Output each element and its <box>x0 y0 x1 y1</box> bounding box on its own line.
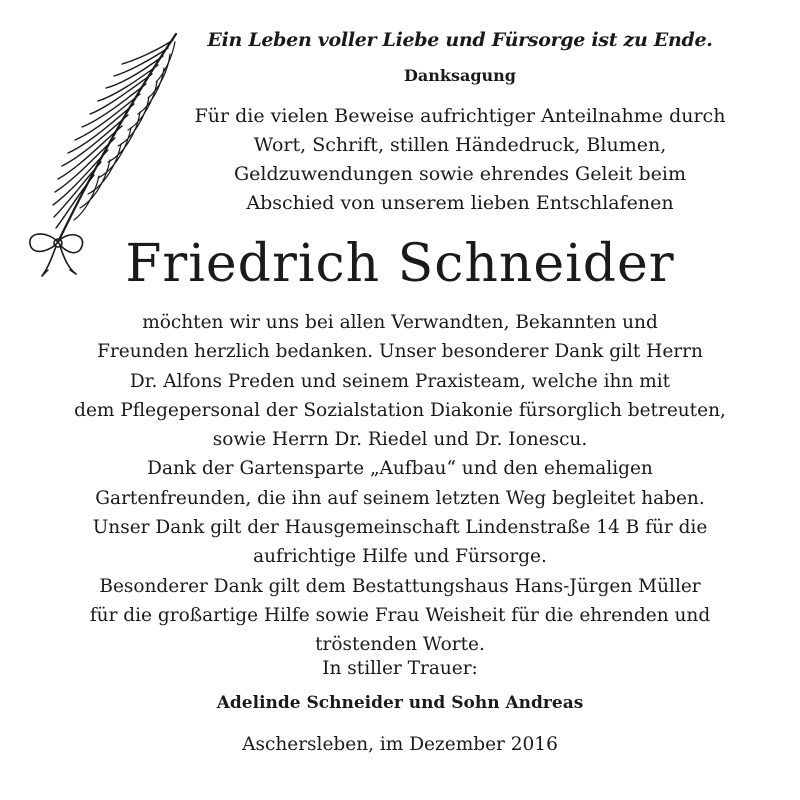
signers: Adelinde Schneider und Sohn Andreas <box>216 693 584 713</box>
body-text <box>20 308 780 660</box>
body-line: aufrichtige Hilfe und Fürsorge. <box>253 546 547 568</box>
intro-line: Für die vielen Beweise aufrichtiger Anteilnahme durch <box>194 105 726 127</box>
mourning-line: In stiller Trauer: <box>322 658 478 679</box>
body-line: Freunden herzlich bedanken. Unser besonderer Dank gilt Herrn <box>97 341 703 363</box>
motto: Ein Leben voller Liebe und Fürsorge ist zu Ende. <box>207 29 713 51</box>
body-line: sowie Herrn Dr. Riedel und Dr. Ionescu. <box>212 429 588 451</box>
body-line: Gartenfreunden, die ihn auf seinem letzten Weg begleitet haben. <box>95 487 705 509</box>
body-line: tröstenden Worte. <box>315 634 485 656</box>
body-line: Dank der Gartensparte „Aufbau“ und den ehemaligen <box>147 458 653 480</box>
intro-line: Geldzuwendungen sowie ehrendes Geleit beim <box>233 163 687 185</box>
body-line: Unser Dank gilt der Hausgemeinschaft Lindenstraße 14 B für die <box>92 517 708 539</box>
body-line: Besonderer Dank gilt dem Bestattungshaus Hans-Jürgen Müller <box>99 575 701 597</box>
place-date: Aschersleben, im Dezember 2016 <box>242 734 558 755</box>
deceased-name: Friedrich Schneider <box>125 234 675 294</box>
heading-danksagung: Danksagung <box>404 66 516 85</box>
intro-line: Wort, Schrift, stillen Händedruck, Blumen, <box>253 134 667 156</box>
body-line: Dr. Alfons Preden und seinem Praxisteam, welche ihn mit <box>129 370 671 392</box>
body-line: für die großartige Hilfe sowie Frau Weisheit für die ehrenden und <box>89 604 711 626</box>
intro-text <box>150 102 770 218</box>
body-line: möchten wir uns bei allen Verwandten, Bekannten und <box>142 312 658 333</box>
body-line: dem Pflegepersonal der Sozialstation Diakonie fürsorglich betreuten, <box>74 399 726 421</box>
intro-line: Abschied von unserem lieben Entschlafenen <box>246 192 674 214</box>
